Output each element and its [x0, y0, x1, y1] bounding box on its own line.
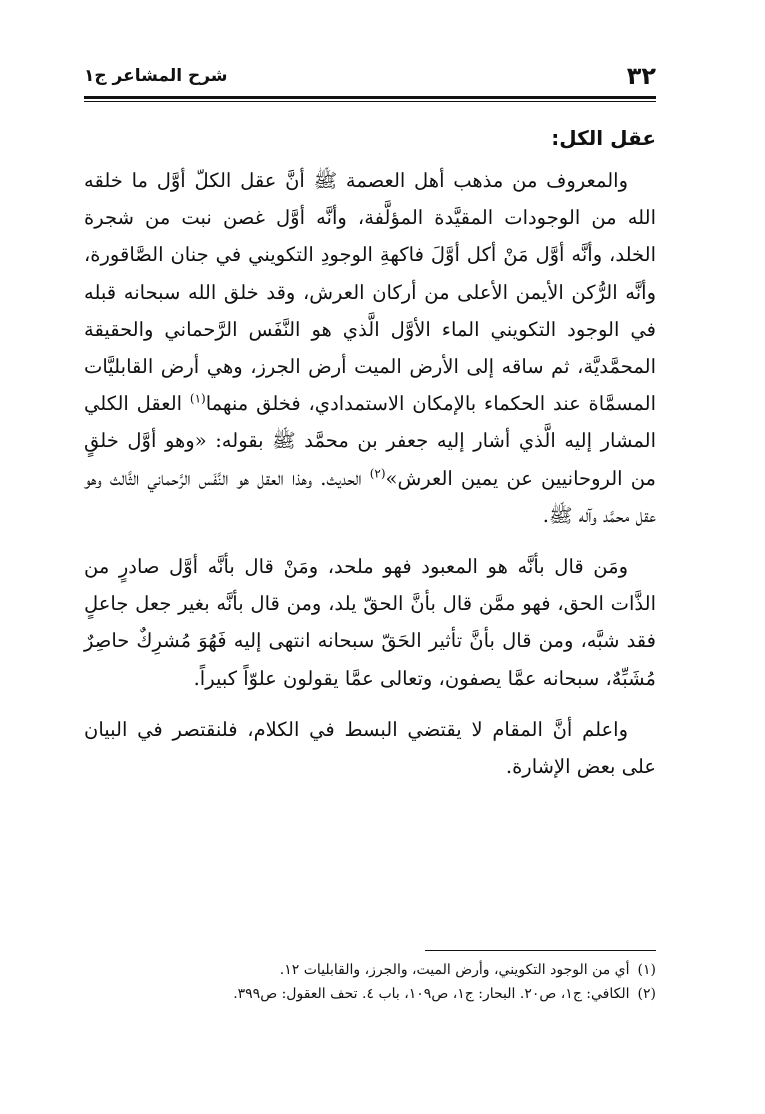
paragraph-1 [84, 162, 656, 534]
footnotes [84, 958, 656, 1006]
paragraph-1-part-3: الحديث. وهذا العقل هو النَّفَس الرَّحماني الثَّالث وهو عقل محمَّد وآله ﷺ. [84, 466, 656, 527]
footnote-mark-1: (١) [189, 391, 206, 406]
footnote-2 [84, 982, 656, 1006]
footnote-rule [425, 950, 656, 951]
paragraph-3: واعلم أنَّ المقام لا يقتضي البسط في الكلام، فلنقتصر في البيان على بعض الإشارة. [84, 717, 656, 779]
main-text [84, 118, 656, 799]
footnote-1-text: أي من الوجود التكويني، وأرض الميت، والجرز، والقابليات ١٢. [279, 962, 630, 978]
paragraph-2: ومَن قال بأنَّه هو المعبود فهو ملحد، ومَنْ قال بأنَّه أوَّل صادرٍ من الذَّات الحق، فهو ممَّن قال بأنَّ الحقّ يلد، ومن قال بأنَّه بغير جعل جاعلٍ فقد شبَّه، ومن قال بأنَّ تأثير الحَقّ سبحانه انتهى إليه فَهُوَ مُشرِكٌ حاصِرٌ مُشَبِّهٌ، سبحانه عمَّا يصفون، وتعالى عمَّا يقولون علوّاً كبيراً. [84, 555, 656, 690]
paragraph-1-part-2: العقل الكلي المشار إليه الَّذي أشار إليه جعفر بن محمَّد ﷺ بقوله: «وهو أوَّل خلقٍ من الروحانيين عن يمين العرش» [84, 392, 656, 490]
page-number: ٣٢ [626, 62, 656, 90]
paragraph-1-part-1: والمعروف من مذهب أهل العصمة ﷺ أنَّ عقل الكلّ أوَّل ما خلقه الله من الوجودات المقيَّدة المؤلَّفة، وأنَّه أوَّل غصن نبت من شجرة الخلد، وأنَّه أوَّل مَنْ أكل أوَّلَ فاكهةِ الوجودِ التكويني في جنان الصَّاقورة، وأنَّه الرُّكن الأيمن الأعلى من أركان العرش، وقد خلق الله سبحانه قبله في الوجود التكويني الماء الأوَّل الَّذي هو النَّفَس الرَّحماني والحقيقة المحمَّديَّة، ثم ساقه إلى الأرض الميت أرض الجرز، وهي أرض القابليَّات المسمَّاة عند الحكماء بالإمكان الاستمدادي، فخلق منهما [84, 169, 657, 416]
footnote-1 [84, 958, 656, 982]
header-rule [84, 96, 656, 102]
footnote-mark-2: (٢) [369, 466, 386, 481]
section-heading: عقل الكل: [551, 126, 656, 150]
footnote-2-number: (٢) [637, 986, 656, 1002]
page-header [84, 58, 656, 98]
running-title: شرح المشاعر ج١ [84, 66, 228, 86]
footnote-1-number: (١) [637, 962, 656, 978]
footnote-2-text: الكافي: ج١، ص٢٠. البحار: ج١، ص١٠٩، باب ٤. تحف العقول: ص٣٩٩. [233, 986, 630, 1002]
